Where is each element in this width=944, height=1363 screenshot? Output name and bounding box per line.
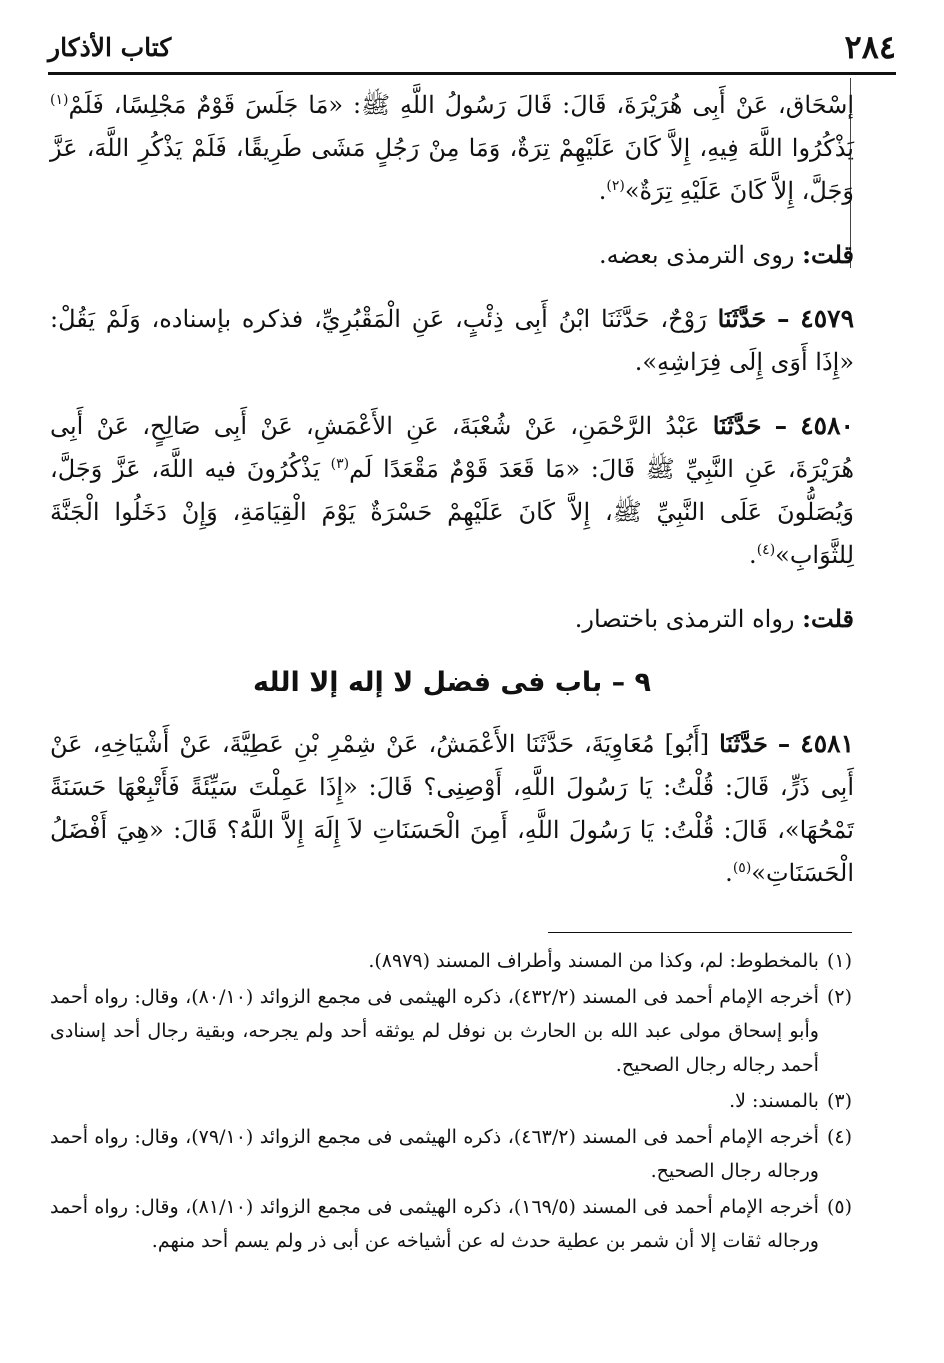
hadith-text: رَوْحٌ، حَدَّثَنَا ابْنُ أَبِى ذِئْبٍ، عَنِ الْمَقْبُرِيِّ، فذكره بإسناده، وَلَمْ يَقُلْ: «إِذَا أَوَى إِلَى فِرَاشِهِ». <box>50 305 854 376</box>
footnote-text: أخرجه الإمام أحمد فى المسند (١٦٩/٥)، ذكره الهيثمى فى مجمع الزوائد (٨١/١٠)، وقال: رواه أحمد ورجاله ثقات إلا أن شمر بن عطية حدث له عن أشياخه عن أبى ذر ولم يسم أحد منهم. <box>50 1196 819 1252</box>
hadith-4579 <box>50 297 854 384</box>
footnote-text: أخرجه الإمام أحمد فى المسند (٤٦٣/٢)، ذكره الهيثمى فى مجمع الزوائد (٧٩/١٠)، وقال: رواه أحمد ورجاله رجال الصحيح. <box>50 1126 819 1182</box>
footnotes <box>50 944 852 1260</box>
footnote-2 <box>50 980 852 1082</box>
intro-text-2: يَذْكُرُوا اللَّهَ فِيهِ، إِلاَّ كَانَ عَلَيْهِمْ تِرَةٌ، وَمَا مِنْ رَجُلٍ مَشَى طَرِيقًا، فَلَمْ يَذْكُرِ اللَّهَ، عَزَّ وَجَلَّ، إِلاَّ كَانَ عَلَيْهِ تِرَةٌ» <box>50 134 854 205</box>
footnote-1 <box>50 944 852 978</box>
dash: – <box>774 411 788 440</box>
footnote-marker: (١) <box>826 950 852 972</box>
comment-2 <box>50 597 854 641</box>
footnote-ref-5[interactable]: (٥) <box>732 860 752 876</box>
page-number: ٢٨٤ <box>844 28 896 66</box>
hadith-4581 <box>50 722 854 895</box>
footnote-text: أخرجه الإمام أحمد فى المسند (٤٣٢/٢)، ذكره الهيثمى فى مجمع الزوائد (٨٠/١٠)، وقال: رواه أحمد وأبو إسحاق مولى عبد الله بن الحارث بن نوفل لم يوثقه أحد ولم يجرحه، وبقية رجال أحد إسنادى أحمد رجاله رجال الصحيح. <box>50 986 819 1076</box>
footnote-marker: (٤) <box>826 1126 852 1148</box>
footnote-ref-1[interactable]: (١) <box>50 92 69 108</box>
comment-1 <box>50 233 854 277</box>
comment-text: رواه الترمذى باختصار. <box>574 605 795 633</box>
comment-label: قلت: <box>802 604 854 633</box>
comment-label: قلت: <box>802 240 854 269</box>
dash: – <box>777 304 790 333</box>
hadith-text-2: يَذْكُرُونَ فيه اللَّهَ، عَزَّ وَجَلَّ، وَيُصَلُّونَ عَلَى النَّبِيِّ ﷺ، إِلاَّ كَانَ عَلَيْهِمْ حَسْرَةٌ يَوْمَ الْقِيَامَةِ، وَإِنْ دَخَلُوا الْجَنَّةَ لِلثَّوَابِ» <box>50 455 854 569</box>
dash: – <box>777 729 791 758</box>
period: . <box>725 859 733 887</box>
period: . <box>598 177 607 205</box>
main-text <box>50 84 854 915</box>
footnote-ref-3[interactable]: (٣) <box>330 456 350 472</box>
footnote-marker: (٥) <box>826 1196 852 1218</box>
hadith-continuation <box>50 84 854 213</box>
chapter-heading: ٩ – باب فى فضل لا إله إلا الله <box>253 667 651 698</box>
hadith-number: ٤٥٨٠ <box>800 411 854 440</box>
hadith-text: [أَبُو] مُعَاوِيَةَ، حَدَّثَنَا الأَعْمَشُ، عَنْ شِمْرِ بْنِ عَطِيَّةَ، عَنْ أَشْيَاخِهِ، عَنْ أَبِى ذَرٍّ، قَالَ: قُلْتُ: يَا رَسُولَ اللَّهِ، أَوْصِنِى؟ قَالَ: «إِذَا عَمِلْتَ سَيِّئَةً فَأَتْبِعْهَا حَسَنَةً تَمْحُهَا»، قَالَ: قُلْتُ: يَا رَسُولَ اللَّهِ، أَمِنَ الْحَسَنَاتِ لاَ إِلَهَ إِلاَّ اللَّهُ؟ قَالَ: «هِيَ أَفْضَلُ الْحَسَنَاتِ» <box>50 730 854 887</box>
footnote-ref-4[interactable]: (٤) <box>756 542 776 558</box>
footnote-marker: (٣) <box>826 1090 852 1112</box>
footnote-marker: (٢) <box>826 986 852 1008</box>
intro-text: إسْحَاق، عَنْ أَبِى هُرَيْرَةَ، قَالَ: قَالَ رَسُولُ اللَّهِ ﷺ: «مَا جَلَسَ قَوْمٌ مَجْلِسًا، فَلَمْ <box>68 91 854 119</box>
haddathana: حَدَّثَنَا <box>719 729 768 758</box>
hadith-number: ٤٥٧٩ <box>800 304 854 333</box>
page-header <box>48 24 896 70</box>
footnote-text: بالمسند: لا. <box>729 1090 819 1112</box>
hadith-number: ٤٥٨١ <box>800 729 855 758</box>
comment-text: روى الترمذى بعضه. <box>599 241 795 269</box>
footnote-separator <box>548 932 852 933</box>
hadith-text: عَبْدُ الرَّحْمَنِ، عَنْ شُعْبَةَ، عَنِ الأَعْمَشِ، عَنْ أَبِى صَالِحٍ، عَنْ أَبِى هُرَيْرَةَ، عَنِ النَّبِيِّ ﷺ قَالَ: «مَا قَعَدَ قَوْمٌ مَقْعَدًا لَم <box>50 412 854 483</box>
book-title: كتاب الأذكار <box>48 32 172 62</box>
footnote-4 <box>50 1120 852 1188</box>
haddathana: حَدَّثَنَا <box>717 304 767 333</box>
footnote-ref-2[interactable]: (٢) <box>606 178 625 194</box>
footnote-text: بالمخطوط: لم، وكذا من المسند وأطراف المسند (٨٩٧٩). <box>368 950 819 972</box>
footnote-3 <box>50 1084 852 1118</box>
header-rule <box>48 72 896 75</box>
haddathana: حَدَّثَنَا <box>712 411 762 440</box>
hadith-4580 <box>50 404 854 577</box>
footnote-5 <box>50 1190 852 1258</box>
period: . <box>749 541 757 569</box>
